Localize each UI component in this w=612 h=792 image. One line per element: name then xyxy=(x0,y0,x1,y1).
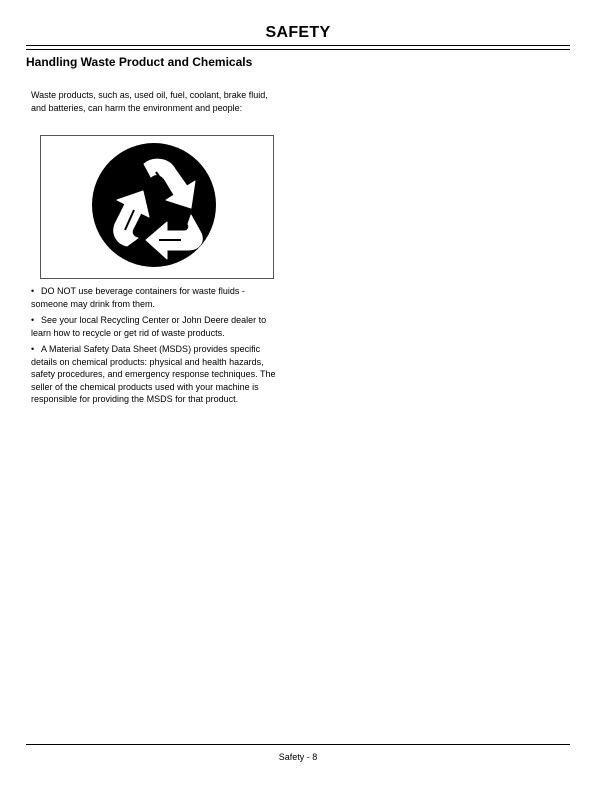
bullet-dot: • xyxy=(31,315,35,325)
intro-paragraph: Waste products, such as, used oil, fuel, coolant, brake fluid, and batteries, can harm the environment and people: xyxy=(31,90,268,113)
recycle-icon xyxy=(41,136,275,280)
footer-rule xyxy=(26,744,570,745)
page-footer: Safety - 8 xyxy=(278,752,318,762)
bullet-text: DO NOT use beverage containers for waste fluids - someone may drink from them. xyxy=(31,286,245,309)
section-title: Handling Waste Product and Chemicals xyxy=(26,55,253,69)
page-header-title: SAFETY xyxy=(265,24,331,41)
bullet-text: A Material Safety Data Sheet (MSDS) provides specific details on chemical products: physical and health hazards, safety procedures, and emergency response techniques. The seller of the chemical products used with your machine is responsible for providing the MSDS for that product. xyxy=(31,344,276,404)
bullet-text: See your local Recycling Center or John Deere dealer to learn how to recycle or get rid of waste products. xyxy=(31,315,267,338)
header-rule-thin xyxy=(26,49,570,50)
recycle-figure xyxy=(40,135,274,279)
bullet-dot: • xyxy=(31,344,35,354)
bullet-list xyxy=(31,285,283,410)
bullet-dot: • xyxy=(31,286,35,296)
bullet-item xyxy=(31,285,283,310)
bullet-item xyxy=(31,343,283,406)
header-rule-thick xyxy=(26,45,570,46)
bullet-item xyxy=(31,314,283,339)
